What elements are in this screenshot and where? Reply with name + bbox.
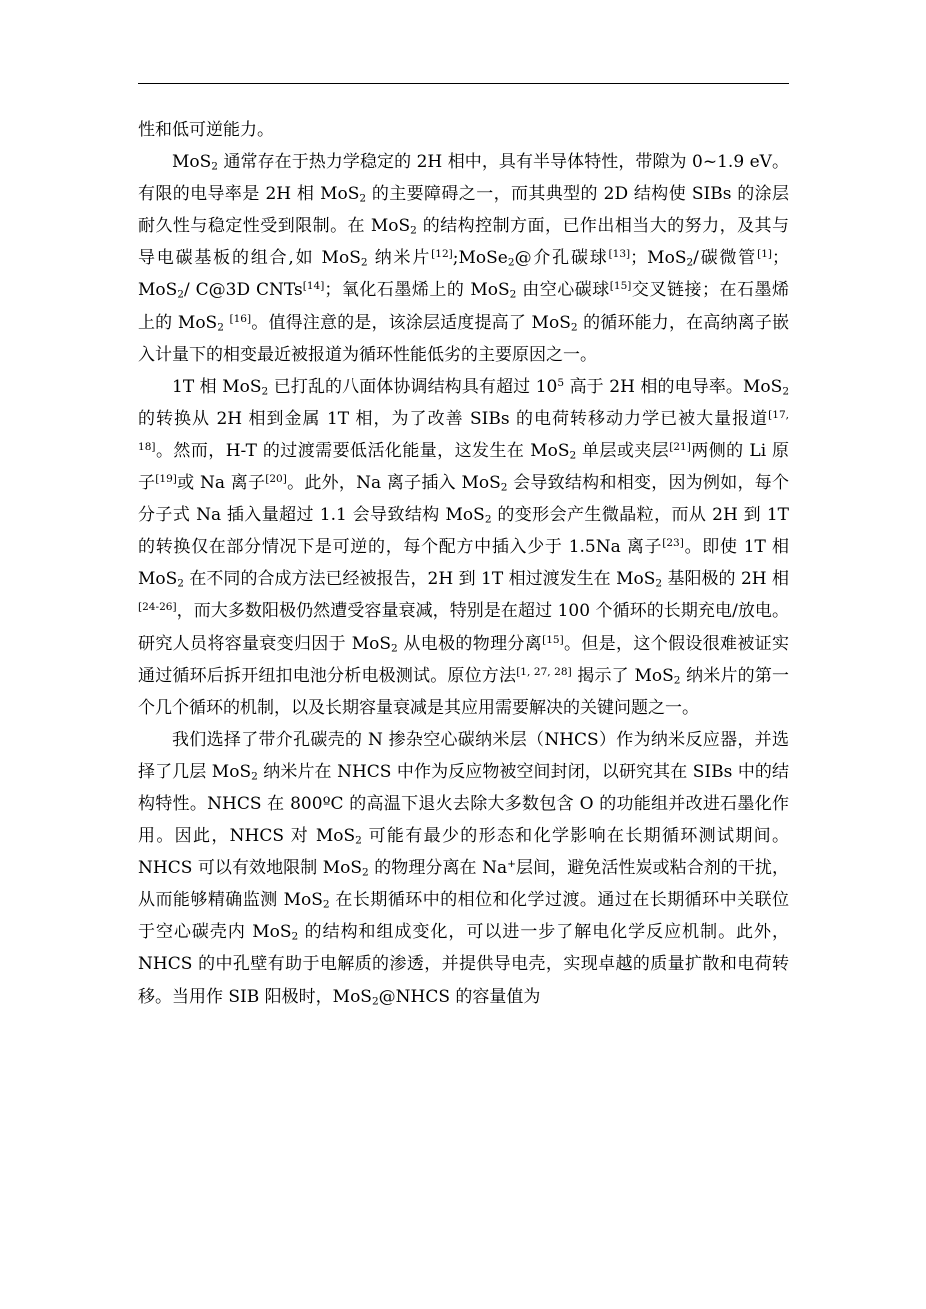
- superscript-citation: [15]: [542, 633, 564, 646]
- subscript: 2: [570, 321, 578, 334]
- paragraph-3: [138, 724, 789, 1013]
- text-run: 会导致结构和相变，因为例如，每个分子式 Na 插入量超过 1.1 会导致结构 MoS: [138, 473, 789, 526]
- text-run: 在长期循环中的相位和化学过渡。通过在长期循环中关联位于空心碳壳内 MoS: [138, 890, 789, 943]
- superscript-citation: [1]: [757, 248, 773, 261]
- superscript-citation: [21]: [669, 441, 691, 454]
- subscript: 2: [655, 577, 663, 590]
- subscript: 2: [686, 257, 694, 269]
- subscript: 2: [355, 834, 362, 847]
- text-run: 的循环能力，在高纳离子嵌入计量下的相变最近被报道为循环性能低劣的主要原因之一。: [138, 312, 789, 365]
- text-run: 性和低可逆能力。: [138, 120, 274, 140]
- subscript: 2: [291, 930, 299, 943]
- text-run: 的物理分离在 Na: [368, 858, 508, 879]
- paragraph-1: [138, 146, 789, 371]
- header-rule: [138, 83, 789, 84]
- text-run: ，而大多数阳极仍然遭受容量衰减，特别是在超过 100 个循环的长期充电/放电。研究人员将容量衰变归因于 MoS: [138, 601, 789, 654]
- text-run: 在不同的合成方法已经被报告，2H 到 1T 相过渡发生在 MoS: [184, 569, 656, 590]
- superscript-citation: [13]: [608, 248, 631, 261]
- superscript-citation: 5: [557, 376, 565, 389]
- subscript: 2: [360, 257, 368, 269]
- subscript: 2: [322, 898, 330, 911]
- text-run: 已打乱的八面体协调结构具有超过 10: [268, 376, 558, 397]
- subscript: 2: [359, 192, 367, 205]
- subscript: 2: [177, 577, 184, 590]
- subscript: 2: [362, 866, 369, 879]
- subscript: 2: [509, 289, 517, 302]
- superscript-citation: [14]: [302, 280, 325, 293]
- text-run: 。此外，Na 离子插入 MoS: [286, 473, 501, 494]
- text-run: 由空心碳球: [516, 280, 610, 301]
- subscript: 2: [500, 481, 508, 494]
- text-run: 两侧的 Li 原子: [138, 440, 789, 494]
- text-run: 纳米片: [367, 248, 432, 269]
- text-run: @NHCS 的容量值为: [378, 986, 541, 1007]
- superscript-citation: [17, 18]: [138, 409, 789, 454]
- text-run: 的结构和组成变化，可以进一步了解电化学反应机制。此外，NHCS 的中孔壁有助于电解质的渗透，并提供导电壳，实现卓越的质量扩散和电荷转移。当用作 SIB 阳极时，MoS: [138, 922, 789, 1007]
- text-run: 通常存在于热力学稳定的 2H 相中，具有半导体特性，带隙为 0~1.9 eV。有限的电导率是 2H 相 MoS: [138, 152, 789, 205]
- subscript: 2: [507, 257, 515, 269]
- text-run: MoS: [172, 152, 212, 173]
- subscript: 2: [261, 385, 269, 398]
- subscript: 2: [217, 321, 224, 334]
- subscript: 2: [371, 995, 379, 1008]
- superscript-citation: [12]: [431, 248, 453, 261]
- text-run: 揭示了 MoS: [571, 665, 674, 686]
- text-run: 层间，避免活性炭或粘合剂的干扰，从而能够精确监测 MoS: [138, 858, 789, 911]
- superscript-citation: [19]: [155, 473, 177, 486]
- text-run: 。值得注意的是，该涂层适度提高了 MoS: [251, 312, 571, 333]
- superscript-citation: [16]: [229, 312, 252, 325]
- paragraph-2: [138, 371, 789, 724]
- text-run: ；氧化石墨烯上的 MoS: [324, 280, 510, 301]
- text-run: 的变形会产生微晶粒，而从 2H 到 1T 的转换仅在部分情况下是可逆的，每个配方中插入少于 1.5Na 离子: [138, 505, 789, 558]
- subscript: 2: [391, 642, 398, 655]
- subscript: 2: [569, 449, 577, 462]
- subscript: 2: [251, 770, 258, 783]
- text-run: ；MoS: [138, 248, 790, 301]
- superscript-citation: [1, 27, 28]: [516, 665, 572, 678]
- text-run: ;MoSe: [452, 248, 508, 269]
- paragraph-0: [138, 114, 789, 146]
- body-text: [138, 114, 789, 1013]
- subscript: 2: [484, 513, 492, 526]
- text-run: 从电极的物理分离: [397, 633, 543, 654]
- text-run: 单层或夹层: [576, 440, 670, 461]
- text-run: 。然而，H-T 的过渡需要低活化能量，这发生在 MoS: [155, 440, 570, 461]
- text-run: 高于 2H 相的电导率。MoS: [564, 376, 783, 397]
- superscript-citation: [20]: [265, 473, 287, 486]
- superscript-citation: [15]: [609, 280, 632, 293]
- text-run: @介孔碳球: [514, 248, 609, 269]
- text-run: 或 Na 离子: [176, 473, 266, 494]
- text-run: 。但是，这个假设很难被证实通过循环后拆开纽扣电池分析电极测试。原位方法: [138, 633, 790, 686]
- subscript: 2: [211, 160, 218, 173]
- text-run: 基阳极的 2H 相: [662, 569, 790, 590]
- text-run: 的主要障碍之一，而其典型的 2D 结构使 SIBs 的涂层耐久性与稳定性受到限制。在 MoS: [138, 184, 790, 237]
- text-run: 。即使 1T 相 MoS: [138, 537, 789, 590]
- subscript: 2: [782, 385, 790, 398]
- superscript-citation: [23]: [662, 537, 684, 550]
- text-run: 纳米片的第一个几个循环的机制，以及长期容量衰减是其应用需要解决的关键问题之一。: [138, 665, 790, 718]
- text-run: 的结构控制方面，已作出相当大的努力，及其与导电碳基板的组合,如 MoS: [138, 216, 789, 269]
- text-run: 的转换从 2H 相到金属 1T 相，为了改善 SIBs 的电荷转移动力学已被大量报道: [138, 408, 769, 429]
- text-run: 可能有最少的形态和化学影响在长期循环测试期间。NHCS 可以有效地限制 MoS: [138, 826, 790, 879]
- superscript-citation: +: [507, 858, 516, 871]
- subscript: 2: [410, 224, 417, 237]
- text-run: / C@3D CNTs: [184, 280, 303, 301]
- text-run: 1T 相 MoS: [172, 376, 262, 397]
- subscript: 2: [673, 674, 681, 687]
- text-run: ；MoS: [630, 248, 687, 269]
- text-run: /碳微管: [693, 248, 758, 269]
- superscript-citation: [24-26]: [138, 601, 177, 614]
- text-run: 交叉链接；在石墨烯上的 MoS: [138, 280, 790, 333]
- text-run: 我们选择了带介孔碳壳的 N 掺杂空心碳纳米层（NHCS）作为纳米反应器，并选择了几层 MoS: [138, 729, 789, 782]
- text-run: 纳米片在 NHCS 中作为反应物被空间封闭，以研究其在 SIBs 中的结构特性。NHCS 在 800ºC 的高温下退火去除大多数包含 O 的功能组并改进石墨化作用。因此，NHCS 对 MoS: [138, 761, 789, 847]
- subscript: 2: [177, 289, 184, 302]
